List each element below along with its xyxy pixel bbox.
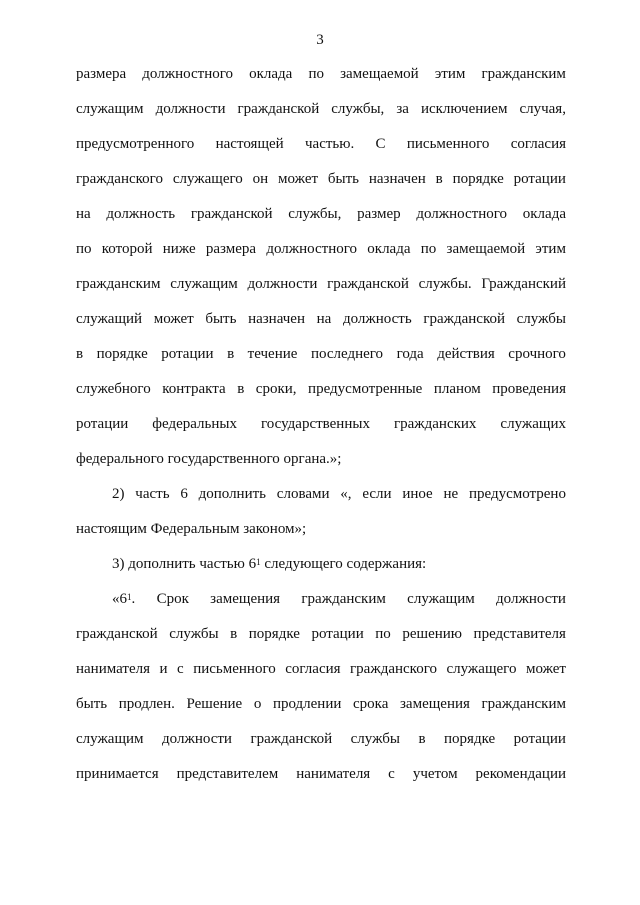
word: в	[418, 731, 426, 747]
word: предусмотренного	[76, 136, 195, 152]
word: ротации	[161, 346, 214, 362]
word: частью.	[305, 136, 355, 152]
text-line	[76, 625, 566, 643]
word: должности	[247, 276, 318, 292]
word: гражданским	[481, 66, 566, 82]
word: служащим	[76, 731, 144, 747]
word: в	[435, 171, 443, 187]
word: предусмотренные	[308, 381, 423, 397]
word: на	[316, 311, 332, 327]
text-line	[76, 310, 566, 328]
text-line	[76, 415, 566, 433]
word: быть	[205, 311, 237, 327]
word: может	[525, 661, 566, 677]
word: по	[375, 626, 391, 642]
word: ротации	[513, 171, 566, 187]
word: решению	[402, 626, 462, 642]
text-fragment: .	[131, 591, 136, 607]
line-text	[112, 555, 426, 573]
word: Срок	[156, 591, 189, 607]
word: гражданской	[423, 311, 506, 327]
word: размер	[357, 206, 401, 222]
text-line	[76, 450, 566, 468]
word: может	[278, 171, 319, 187]
word: 2)	[112, 486, 125, 502]
word: замещаемой	[340, 66, 419, 82]
word: оклада	[522, 206, 566, 222]
word: назначен	[368, 171, 426, 187]
word: нанимателя	[296, 766, 371, 782]
word: должности	[162, 731, 232, 747]
word: служебного	[76, 381, 151, 397]
word: должностного	[142, 66, 233, 82]
word: служащих	[500, 416, 566, 432]
word: он	[252, 171, 269, 187]
text-line	[112, 590, 566, 608]
word: действия	[437, 346, 495, 362]
word: по	[76, 241, 92, 257]
word: последнего	[310, 346, 384, 362]
word: исключением	[420, 101, 508, 117]
text-line	[76, 100, 566, 118]
word: срочного	[508, 346, 566, 362]
word: службы	[350, 731, 400, 747]
word: оклада	[367, 241, 411, 257]
word: представителем	[176, 766, 279, 782]
word: рекомендации	[475, 766, 566, 782]
word: порядке	[444, 731, 496, 747]
word: года	[396, 346, 424, 362]
word: предусмотрено	[468, 486, 566, 502]
word: в	[230, 626, 238, 642]
word: гражданским	[481, 696, 566, 712]
word: гражданского	[76, 171, 163, 187]
word: размера	[205, 241, 257, 257]
word: гражданским	[76, 276, 161, 292]
word: должности	[496, 591, 566, 607]
word: на	[76, 206, 91, 222]
word: в	[76, 346, 84, 362]
word: гражданской	[237, 101, 320, 117]
word: сроки,	[255, 381, 297, 397]
text-line	[76, 765, 566, 783]
word: служащий	[76, 311, 143, 327]
word: гражданского	[350, 661, 437, 677]
word: проведения	[492, 381, 566, 397]
text-line	[112, 485, 566, 503]
word: продлении	[272, 696, 342, 712]
word: ротации	[311, 626, 364, 642]
word: 6	[180, 486, 188, 502]
word: Гражданский	[481, 276, 566, 292]
text-fragment: «6	[112, 591, 127, 607]
text-line	[112, 555, 426, 573]
word: службы,	[288, 206, 342, 222]
word: с	[177, 661, 184, 677]
word: замещаемой	[446, 241, 526, 257]
word: гражданской	[327, 276, 409, 292]
word: ротации	[513, 731, 566, 747]
text-fragment: 3) дополнить частью 6	[112, 556, 257, 572]
word: ниже	[162, 241, 196, 257]
word: «,	[340, 486, 352, 502]
word: назначен	[248, 311, 305, 327]
word: этим	[434, 66, 466, 82]
word: службы	[169, 626, 219, 642]
word: гражданской	[250, 731, 333, 747]
text-line	[76, 135, 566, 153]
word: может	[153, 311, 194, 327]
word: течение	[247, 346, 298, 362]
text-line	[76, 380, 566, 398]
word: иное	[402, 486, 433, 502]
word: федеральных	[152, 416, 237, 432]
word: служащим	[76, 101, 144, 117]
word: часть	[135, 486, 170, 502]
word: должностного	[416, 206, 508, 222]
word: гражданской	[190, 206, 273, 222]
word: не	[443, 486, 459, 502]
word: должность	[106, 206, 176, 222]
word: письменного	[193, 661, 276, 677]
word: размера	[76, 66, 127, 82]
word: службы	[516, 311, 566, 327]
word: службы,	[331, 101, 385, 117]
word: служащего	[446, 661, 517, 677]
word: в	[237, 381, 245, 397]
word: согласия	[285, 661, 341, 677]
superscript: 1	[256, 557, 261, 567]
word	[112, 590, 135, 608]
word: должностного	[266, 241, 358, 257]
word: продлен.	[118, 696, 175, 712]
word: с	[388, 766, 395, 782]
word: порядке	[96, 346, 148, 362]
text-line	[76, 345, 566, 363]
superscript: 1	[127, 592, 132, 602]
word: письменного	[406, 136, 490, 152]
word: гражданским	[301, 591, 386, 607]
word: должности	[155, 101, 226, 117]
word: представителя	[473, 626, 566, 642]
word: должность	[342, 311, 412, 327]
word: этим	[535, 241, 566, 257]
line-text: настоящим Федеральным законом»;	[76, 521, 307, 537]
word: нанимателя	[76, 661, 150, 677]
text-line	[76, 205, 566, 223]
word: оклада	[249, 66, 293, 82]
word: служащего	[172, 171, 243, 187]
line-text: федерального государственного органа.»;	[76, 451, 342, 467]
word: порядке	[248, 626, 300, 642]
word: службы.	[418, 276, 472, 292]
text-line	[76, 65, 566, 83]
text-fragment: следующего содержания:	[260, 556, 427, 572]
word: о	[253, 696, 262, 712]
page-number: 3	[316, 32, 324, 48]
text-line	[76, 170, 566, 188]
word: С	[375, 136, 386, 152]
word: замещения	[210, 591, 281, 607]
word: за	[396, 101, 409, 117]
text-line	[76, 695, 566, 713]
word: и	[159, 661, 168, 677]
word: контракта	[162, 381, 226, 397]
text-line	[76, 730, 566, 748]
word: согласия	[510, 136, 566, 152]
word: если	[362, 486, 392, 502]
word: дополнить	[198, 486, 267, 502]
word: принимается	[76, 766, 159, 782]
word: по	[420, 241, 437, 257]
word: служащим	[170, 276, 238, 292]
word: в	[227, 346, 235, 362]
text-line	[76, 660, 566, 678]
word: государственных	[260, 416, 370, 432]
word: словами	[276, 486, 330, 502]
word: ротации	[76, 416, 129, 432]
word: порядке	[452, 171, 504, 187]
word: Решение	[186, 696, 243, 712]
word: срока	[353, 696, 389, 712]
word: быть	[76, 696, 108, 712]
word: служащим	[407, 591, 475, 607]
word: случая,	[519, 101, 566, 117]
word: которой	[101, 241, 153, 257]
word: планом	[433, 381, 481, 397]
word: гражданской	[76, 626, 158, 642]
text-line	[76, 520, 566, 538]
text-line	[76, 240, 566, 258]
word: гражданских	[393, 416, 477, 432]
word: настоящей	[215, 136, 284, 152]
word: быть	[327, 171, 359, 187]
word: учетом	[412, 766, 458, 782]
text-line	[76, 275, 566, 293]
word: по	[308, 66, 324, 82]
word: замещения	[400, 696, 470, 712]
